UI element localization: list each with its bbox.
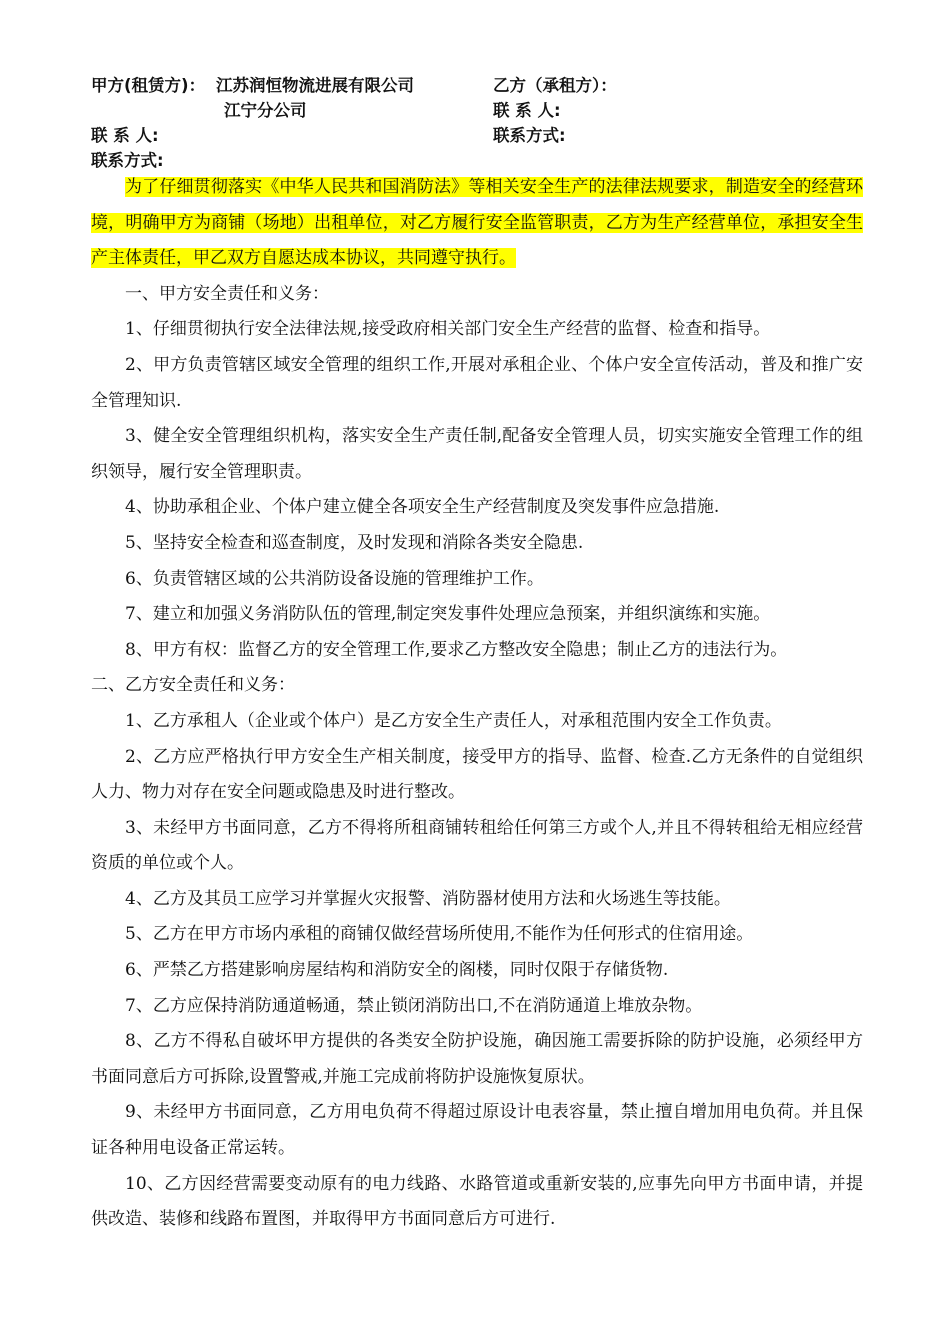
section1-item: 3、健全安全管理组织机构，落实安全生产责任制,配备安全管理人员，切实实施安全管理工作的组织领导，履行安全管理职责。	[91, 426, 863, 482]
section1-item: 5、坚持安全检查和巡查制度，及时发现和消除各类安全隐患.	[125, 532, 584, 553]
intro-paragraph	[91, 170, 863, 277]
party-a-name-line1: 江苏润恒物流进展有限公司	[216, 76, 414, 95]
section2-item: 10、乙方因经营需要变动原有的电力线路、水路管道或重新安装的,应事先向甲方书面申请，并提供改造、装修和线路布置图，并取得甲方书面同意后方可进行.	[91, 1173, 863, 1230]
section1-item: 2、甲方负责管辖区域安全管理的组织工作,开展对承租企业、个体户安全宣传活动，普及和推广安全管理知识.	[91, 354, 863, 411]
party-b-contact-person: 联 系 人:	[493, 101, 561, 120]
section2-item: 9、未经甲方书面同意，乙方用电负荷不得超过原设计电表容量，禁止擅自增加用电负荷。并且保证各种用电设备正常运转。	[91, 1102, 863, 1159]
section2-heading: 二、乙方安全责任和义务：	[91, 675, 295, 696]
section2-item: 2、乙方应严格执行甲方安全生产相关制度，接受甲方的指导、监督、检查.乙方无条件的自觉组织人力、物力对存在安全问题或隐患及时进行整改。	[91, 746, 863, 803]
section1-item: 6、负责管辖区域的公共消防设备设施的管理维护工作。	[125, 568, 544, 589]
party-b-label: 乙方（承租方）：	[493, 76, 617, 95]
party-b-contact-method: 联系方式:	[493, 126, 566, 145]
section2-item: 8、乙方不得私自破坏甲方提供的各类安全防护设施，确因施工需要拆除的防护设施，必须经甲方书面同意后方可拆除,设置警戒,并施工完成前将防护设施恢复原状。	[91, 1031, 863, 1087]
section2-item: 4、乙方及其员工应学习并掌握火灾报警、消防器材使用方法和火场逃生等技能。	[125, 888, 731, 909]
party-a-contact-method: 联系方式:	[91, 151, 164, 170]
agreement-body	[91, 170, 863, 1238]
section2-item: 3、未经甲方书面同意，乙方不得将所租商铺转租给任何第三方或个人,并且不得转租给无相应经营资质的单位或个人。	[91, 817, 863, 874]
party-a-name-line2: 江宁分公司	[224, 101, 307, 120]
party-a-label: 甲方(租赁方)：	[91, 76, 206, 95]
section1-item: 8、甲方有权：监督乙方的安全管理工作,要求乙方整改安全隐患；制止乙方的违法行为。	[125, 639, 788, 660]
section2-item: 6、严禁乙方搭建影响房屋结构和消防安全的阁楼，同时仅限于存储货物.	[125, 960, 669, 981]
intro-highlight: 为了仔细贯彻落实《中华人民共和国消防法》等相关安全生产的法律法规要求，制造安全的经营环境，明确甲方为商铺（场地）出租单位，对乙方履行安全监管职责，乙方为生产经营单位，承担安全生产主体责任，甲乙双方自愿达成本协议，共同遵守执行。	[91, 177, 863, 269]
party-a-contact-person: 联 系 人:	[91, 126, 159, 145]
section1-item: 1、仔细贯彻执行安全法律法规,接受政府相关部门安全生产经营的监督、检查和指导。	[125, 319, 771, 340]
section1-heading: 一、甲方安全责任和义务：	[125, 283, 329, 304]
section1-item: 4、协助承租企业、个体户建立健全各项安全生产经营制度及突发事件应急措施.	[125, 497, 720, 518]
section1-item: 7、建立和加强义务消防队伍的管理,制定突发事件处理应急预案，并组织演练和实施。	[125, 604, 771, 625]
section2-item: 1、乙方承租人（企业或个体户）是乙方安全生产责任人，对承租范围内安全工作负责。	[125, 710, 782, 731]
section2-item: 7、乙方应保持消防通道畅通，禁止锁闭消防出口,不在消防通道上堆放杂物。	[125, 995, 703, 1016]
section2-item: 5、乙方在甲方市场内承租的商铺仅做经营场所使用,不能作为任何形式的住宿用途。	[125, 924, 754, 945]
